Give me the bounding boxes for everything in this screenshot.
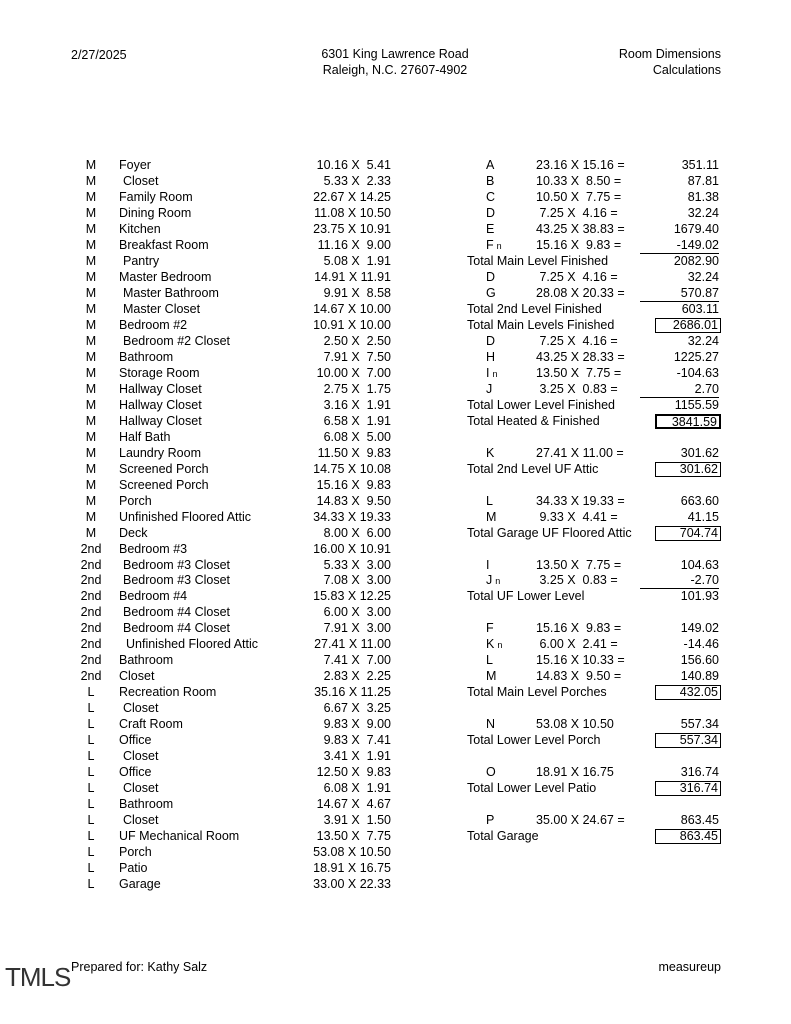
calc-total-label: Total Lower Level Patio bbox=[467, 781, 597, 796]
calc-total-value: 2.70 bbox=[640, 382, 719, 398]
room-level: 2nd bbox=[80, 573, 102, 588]
room-level: L bbox=[87, 813, 95, 828]
room-name: Master Closet bbox=[123, 301, 201, 316]
room-dimensions: 16.00 X 10.91 bbox=[313, 541, 391, 556]
calc-total-value: -104.63 bbox=[676, 365, 719, 380]
room-level: L bbox=[87, 845, 95, 860]
room-name: Bedroom #3 Closet bbox=[123, 557, 231, 572]
room-dimensions: 7.91 X 3.00 bbox=[323, 621, 391, 636]
room-dimensions: 6.08 X 1.91 bbox=[323, 781, 391, 796]
calc-total-label: Total Lower Level Finished bbox=[467, 397, 615, 412]
company-name: measureup bbox=[658, 960, 721, 974]
room-level: L bbox=[87, 797, 95, 812]
title-line-1: Room Dimensions bbox=[618, 47, 721, 61]
calc-total-value: 156.60 bbox=[680, 653, 719, 668]
room-dimensions: 6.67 X 3.25 bbox=[323, 701, 391, 716]
room-level: L bbox=[87, 685, 95, 700]
calc-total-value: 557.34 bbox=[655, 733, 721, 748]
room-dimensions: 53.08 X 10.50 bbox=[313, 845, 391, 860]
room-name: Office bbox=[119, 765, 152, 780]
room-dimensions: 7.08 X 3.00 bbox=[323, 573, 391, 588]
room-name: Porch bbox=[119, 845, 152, 860]
calc-total-label: Total Main Levels Finished bbox=[467, 317, 615, 332]
room-dimensions: 34.33 X 19.33 bbox=[313, 509, 391, 524]
room-name: Bedroom #3 Closet bbox=[123, 573, 231, 588]
calc-dimensions: 7.25 X 4.16 = bbox=[536, 205, 618, 220]
room-name: Master Bathroom bbox=[123, 285, 219, 300]
room-level: L bbox=[87, 733, 95, 748]
calc-letter: E bbox=[486, 221, 495, 236]
calc-total-value: -149.02 bbox=[640, 238, 719, 254]
room-name: Laundry Room bbox=[119, 445, 201, 460]
calc-total-value: 1155.59 bbox=[674, 397, 719, 412]
calc-letter: D bbox=[486, 333, 496, 348]
room-level: 2nd bbox=[80, 605, 102, 620]
room-level: M bbox=[85, 221, 97, 236]
calc-total-value: 32.24 bbox=[687, 205, 719, 220]
property-address bbox=[300, 46, 490, 78]
calc-letter-text: I bbox=[486, 365, 490, 380]
room-dimensions: 13.50 X 7.75 bbox=[316, 829, 391, 844]
room-dimensions: 11.16 X 9.00 bbox=[317, 237, 391, 252]
room-name: Half Bath bbox=[119, 429, 171, 444]
room-name: Bedroom #4 bbox=[119, 589, 188, 604]
calc-letter: I bbox=[486, 557, 490, 572]
calc-dimensions: 7.25 X 4.16 = bbox=[536, 333, 618, 348]
calc-total-label: Total Heated & Finished bbox=[467, 413, 600, 428]
room-dimensions: 8.00 X 6.00 bbox=[323, 525, 391, 540]
room-level: M bbox=[85, 509, 97, 524]
room-name: Bathroom bbox=[119, 653, 174, 668]
room-level: M bbox=[85, 158, 97, 172]
room-name: Screened Porch bbox=[119, 477, 209, 492]
calc-letter-note: n bbox=[497, 640, 503, 651]
calc-dimensions: 15.16 X 9.83 = bbox=[536, 621, 622, 636]
calc-total-value: 41.15 bbox=[687, 509, 719, 524]
calc-letter: P bbox=[486, 813, 495, 828]
calc-total-value: 863.45 bbox=[680, 813, 719, 828]
calc-dimensions: 10.33 X 8.50 = bbox=[536, 173, 622, 188]
room-name: Closet bbox=[123, 173, 159, 188]
room-dimensions: 6.58 X 1.91 bbox=[323, 413, 391, 428]
room-name: Deck bbox=[119, 525, 148, 540]
room-level: M bbox=[85, 253, 97, 268]
calc-letter-text: J bbox=[486, 573, 493, 588]
room-dimensions: 14.91 X 11.91 bbox=[314, 269, 391, 284]
room-level: M bbox=[85, 413, 97, 428]
calc-total-label: Total Garage bbox=[467, 829, 539, 844]
room-name: Bedroom #4 Closet bbox=[123, 621, 231, 636]
room-dimensions: 7.91 X 7.50 bbox=[323, 349, 391, 364]
title-line-2: Calculations bbox=[652, 63, 721, 77]
calc-letter: F bbox=[486, 621, 494, 636]
calc-dimensions: 14.83 X 9.50 = bbox=[536, 669, 622, 684]
calc-letter: K bbox=[486, 445, 495, 460]
calc-dimensions: 27.41 X 11.00 = bbox=[536, 445, 624, 460]
room-dimensions: 10.16 X 5.41 bbox=[316, 158, 391, 172]
room-dimensions: 14.67 X 4.67 bbox=[316, 797, 391, 812]
room-dimensions: 14.75 X 10.08 bbox=[313, 461, 391, 476]
room-dimensions: 9.91 X 8.58 bbox=[323, 285, 391, 300]
room-dimensions: 14.83 X 9.50 bbox=[316, 493, 391, 508]
calc-letter: C bbox=[486, 189, 496, 204]
room-name: Hallway Closet bbox=[119, 381, 202, 396]
calc-letter: O bbox=[486, 765, 496, 780]
calc-letter: J bbox=[486, 381, 493, 396]
room-level: M bbox=[85, 493, 97, 508]
calc-letter bbox=[486, 366, 498, 382]
calc-letter-note: n bbox=[495, 576, 501, 587]
calc-dimensions: 13.50 X 7.75 = bbox=[536, 365, 622, 380]
calc-total-label: Total Garage UF Floored Attic bbox=[467, 525, 632, 540]
calc-dimensions: 28.08 X 20.33 = bbox=[536, 285, 625, 300]
calc-total-value: 32.24 bbox=[687, 333, 719, 348]
calc-letter: H bbox=[486, 349, 496, 364]
room-dimensions: 3.91 X 1.50 bbox=[323, 813, 391, 828]
calc-letter bbox=[486, 637, 502, 653]
calc-letter: A bbox=[486, 158, 495, 172]
calc-total-value: 87.81 bbox=[687, 173, 719, 188]
address-line-1: 6301 King Lawrence Road bbox=[321, 47, 469, 61]
room-name: Closet bbox=[123, 749, 159, 764]
room-dimensions: 10.00 X 7.00 bbox=[316, 365, 391, 380]
room-level: L bbox=[87, 861, 95, 876]
calc-total-value: 2686.01 bbox=[655, 318, 721, 333]
calc-total-label: Total 2nd Level UF Attic bbox=[467, 461, 599, 476]
room-dimensions: 14.67 X 10.00 bbox=[313, 301, 391, 316]
room-level: 2nd bbox=[80, 653, 102, 668]
room-dimensions: 5.33 X 3.00 bbox=[323, 557, 391, 572]
calc-total-value: 351.11 bbox=[681, 158, 719, 172]
room-dimensions: 7.41 X 7.00 bbox=[323, 653, 391, 668]
report-date: 2/27/2025 bbox=[71, 48, 127, 62]
room-level: M bbox=[85, 445, 97, 460]
room-name: Foyer bbox=[119, 158, 151, 172]
room-dimensions: 15.83 X 12.25 bbox=[313, 589, 391, 604]
room-dimensions: 2.75 X 1.75 bbox=[323, 381, 391, 396]
calc-total-value: -14.46 bbox=[683, 637, 719, 652]
room-name: Closet bbox=[123, 813, 159, 828]
calc-total-value: 301.62 bbox=[680, 445, 719, 460]
room-level: M bbox=[85, 429, 97, 444]
room-dimensions: 11.50 X 9.83 bbox=[317, 445, 391, 460]
room-dimensions: 2.83 X 2.25 bbox=[323, 669, 391, 684]
calc-letter: G bbox=[486, 285, 496, 300]
room-name: Hallway Closet bbox=[119, 397, 202, 412]
calc-dimensions: 23.16 X 15.16 = bbox=[536, 158, 625, 172]
calc-dimensions: 13.50 X 7.75 = bbox=[536, 557, 622, 572]
room-dimensions: 22.67 X 14.25 bbox=[313, 189, 391, 204]
room-dimensions: 15.16 X 9.83 bbox=[316, 477, 391, 492]
room-name: Bedroom #2 bbox=[119, 317, 188, 332]
calc-dimensions: 53.08 X 10.50 bbox=[536, 717, 614, 732]
calc-letter: L bbox=[486, 493, 493, 508]
calc-letter: D bbox=[486, 269, 496, 284]
calc-total-label: Total Main Level Finished bbox=[467, 253, 609, 268]
calc-dimensions: 3.25 X 0.83 = bbox=[536, 381, 618, 396]
room-name: Closet bbox=[123, 781, 159, 796]
room-dimensions: 6.08 X 5.00 bbox=[323, 429, 391, 444]
calc-dimensions: 34.33 X 19.33 = bbox=[536, 493, 625, 508]
calc-total-value: 863.45 bbox=[655, 829, 721, 844]
room-dimensions: 18.91 X 16.75 bbox=[313, 861, 391, 876]
calc-total-value: 1225.27 bbox=[673, 349, 719, 364]
room-name: Recreation Room bbox=[119, 685, 217, 700]
calc-dimensions: 35.00 X 24.67 = bbox=[536, 813, 625, 828]
room-name: Porch bbox=[119, 493, 152, 508]
room-name: Breakfast Room bbox=[119, 237, 209, 252]
room-dimensions: 33.00 X 22.33 bbox=[313, 877, 391, 892]
room-level: M bbox=[85, 381, 97, 396]
calc-letter-note: n bbox=[496, 240, 502, 251]
calc-dimensions: 7.25 X 4.16 = bbox=[536, 269, 618, 284]
room-level: 2nd bbox=[80, 541, 102, 556]
room-level: 2nd bbox=[80, 557, 102, 572]
calc-dimensions: 43.25 X 28.33 = bbox=[536, 349, 625, 364]
room-dimensions: 10.91 X 10.00 bbox=[313, 317, 391, 332]
calc-dimensions: 3.25 X 0.83 = bbox=[536, 573, 618, 588]
calc-total-value: 81.38 bbox=[687, 189, 719, 204]
room-name: Family Room bbox=[119, 189, 193, 204]
room-name: Kitchen bbox=[119, 221, 161, 236]
room-level: M bbox=[85, 237, 97, 252]
calc-total-value: 570.87 bbox=[640, 286, 719, 302]
room-dimensions: 3.41 X 1.91 bbox=[323, 749, 391, 764]
calc-letter: B bbox=[486, 173, 495, 188]
room-name: Garage bbox=[119, 877, 161, 892]
room-name: Pantry bbox=[123, 253, 160, 268]
room-name: Hallway Closet bbox=[119, 413, 202, 428]
room-name: Unfinished Floored Attic bbox=[126, 637, 259, 652]
room-level: M bbox=[85, 317, 97, 332]
calc-total-value: 101.93 bbox=[680, 589, 719, 604]
room-name: Storage Room bbox=[119, 365, 200, 380]
calc-letter: M bbox=[486, 509, 497, 524]
calc-letter-note: n bbox=[492, 368, 498, 379]
room-level: M bbox=[85, 397, 97, 412]
room-level: M bbox=[85, 333, 97, 348]
calc-total-value: 32.24 bbox=[687, 269, 719, 284]
calc-total-value: 301.62 bbox=[655, 462, 721, 477]
calc-total-value: 140.89 bbox=[680, 669, 719, 684]
calc-letter-text: F bbox=[486, 237, 494, 252]
room-name: Bathroom bbox=[119, 797, 174, 812]
room-dimensions: 5.33 X 2.33 bbox=[323, 173, 391, 188]
calc-total-value: 3841.59 bbox=[655, 414, 721, 429]
calc-total-label: Total UF Lower Level bbox=[467, 589, 585, 604]
calc-total-value: 603.11 bbox=[681, 301, 719, 316]
room-name: UF Mechanical Room bbox=[119, 829, 240, 844]
calc-total-value: 316.74 bbox=[655, 781, 721, 796]
calc-total-value: 663.60 bbox=[680, 493, 719, 508]
room-name: Unfinished Floored Attic bbox=[119, 509, 252, 524]
room-level: L bbox=[87, 765, 95, 780]
calc-dimensions: 10.50 X 7.75 = bbox=[536, 189, 622, 204]
room-level: 2nd bbox=[80, 669, 102, 684]
room-level: 2nd bbox=[80, 621, 102, 636]
room-dimensions: 9.83 X 7.41 bbox=[323, 733, 391, 748]
address-line-2: Raleigh, N.C. 27607-4902 bbox=[322, 63, 468, 77]
calc-letter: L bbox=[486, 653, 493, 668]
tmls-logo: TMLS bbox=[5, 962, 71, 992]
calc-total-label: Total 2nd Level Finished bbox=[467, 301, 602, 316]
room-name: Bedroom #2 Closet bbox=[123, 333, 231, 348]
room-level: M bbox=[85, 205, 97, 220]
room-level: M bbox=[85, 349, 97, 364]
room-level: M bbox=[85, 525, 97, 540]
room-level: M bbox=[85, 285, 97, 300]
calc-letter: D bbox=[486, 205, 496, 220]
room-level: M bbox=[85, 189, 97, 204]
room-level: M bbox=[85, 461, 97, 476]
calc-total-label: Total Lower Level Porch bbox=[467, 733, 601, 748]
room-dimensions: 27.41 X 11.00 bbox=[314, 637, 391, 652]
room-name: Bedroom #3 bbox=[119, 541, 188, 556]
calc-total-value: 104.63 bbox=[680, 557, 719, 572]
calc-letter: M bbox=[486, 669, 497, 684]
calc-total-value: 704.74 bbox=[655, 526, 721, 541]
room-level: M bbox=[85, 173, 97, 188]
room-dimensions: 35.16 X 11.25 bbox=[314, 685, 391, 700]
room-dimensions: 3.16 X 1.91 bbox=[323, 397, 391, 412]
room-name: Office bbox=[119, 733, 152, 748]
calc-letter bbox=[486, 573, 500, 589]
room-name: Craft Room bbox=[119, 717, 183, 732]
room-name: Bedroom #4 Closet bbox=[123, 605, 231, 620]
room-dimensions: 6.00 X 3.00 bbox=[323, 605, 391, 620]
room-level: M bbox=[85, 477, 97, 492]
room-dimensions: 2.50 X 2.50 bbox=[323, 333, 391, 348]
calc-dimensions: 15.16 X 9.83 = bbox=[536, 237, 622, 252]
calc-letter: N bbox=[486, 717, 496, 732]
room-dimensions: 11.08 X 10.50 bbox=[314, 205, 391, 220]
room-level: 2nd bbox=[80, 589, 102, 604]
calc-total-value: 557.34 bbox=[680, 717, 719, 732]
room-dimensions: 12.50 X 9.83 bbox=[316, 765, 391, 780]
calc-total-value: 316.74 bbox=[680, 765, 719, 780]
calc-dimensions: 15.16 X 10.33 = bbox=[536, 653, 625, 668]
calc-total-value: 432.05 bbox=[655, 685, 721, 700]
room-name: Patio bbox=[119, 861, 148, 876]
report-title bbox=[580, 46, 721, 78]
room-level: L bbox=[87, 829, 95, 844]
room-name: Closet bbox=[123, 701, 159, 716]
calc-dimensions: 6.00 X 2.41 = bbox=[536, 637, 618, 652]
room-level: L bbox=[87, 749, 95, 764]
room-level: 2nd bbox=[80, 637, 102, 652]
room-dimensions: 5.08 X 1.91 bbox=[323, 253, 391, 268]
calc-total-value: 2082.90 bbox=[673, 253, 719, 268]
calc-total-label: Total Main Level Porches bbox=[467, 685, 607, 700]
room-level: M bbox=[85, 365, 97, 380]
room-level: M bbox=[85, 301, 97, 316]
calc-letter-text: K bbox=[486, 637, 495, 652]
room-level: L bbox=[87, 701, 95, 716]
room-name: Master Bedroom bbox=[119, 269, 212, 284]
room-name: Bathroom bbox=[119, 349, 174, 364]
calc-dimensions: 18.91 X 16.75 bbox=[536, 765, 614, 780]
calc-dimensions: 43.25 X 38.83 = bbox=[536, 221, 625, 236]
calc-total-value: -2.70 bbox=[640, 573, 719, 589]
prepared-for: Prepared for: Kathy Salz bbox=[71, 960, 208, 974]
calc-total-value: 1679.40 bbox=[673, 221, 719, 236]
room-level: L bbox=[87, 877, 95, 892]
room-level: M bbox=[85, 269, 97, 284]
room-name: Screened Porch bbox=[119, 461, 209, 476]
room-dimensions: 9.83 X 9.00 bbox=[323, 717, 391, 732]
room-level: L bbox=[87, 717, 95, 732]
room-name: Closet bbox=[119, 669, 155, 684]
calc-letter bbox=[486, 238, 502, 254]
calc-dimensions: 9.33 X 4.41 = bbox=[536, 509, 618, 524]
room-dimensions: 23.75 X 10.91 bbox=[313, 221, 391, 236]
room-level: L bbox=[87, 781, 95, 796]
calc-total-value: 149.02 bbox=[680, 621, 719, 636]
room-name: Dining Room bbox=[119, 205, 192, 220]
